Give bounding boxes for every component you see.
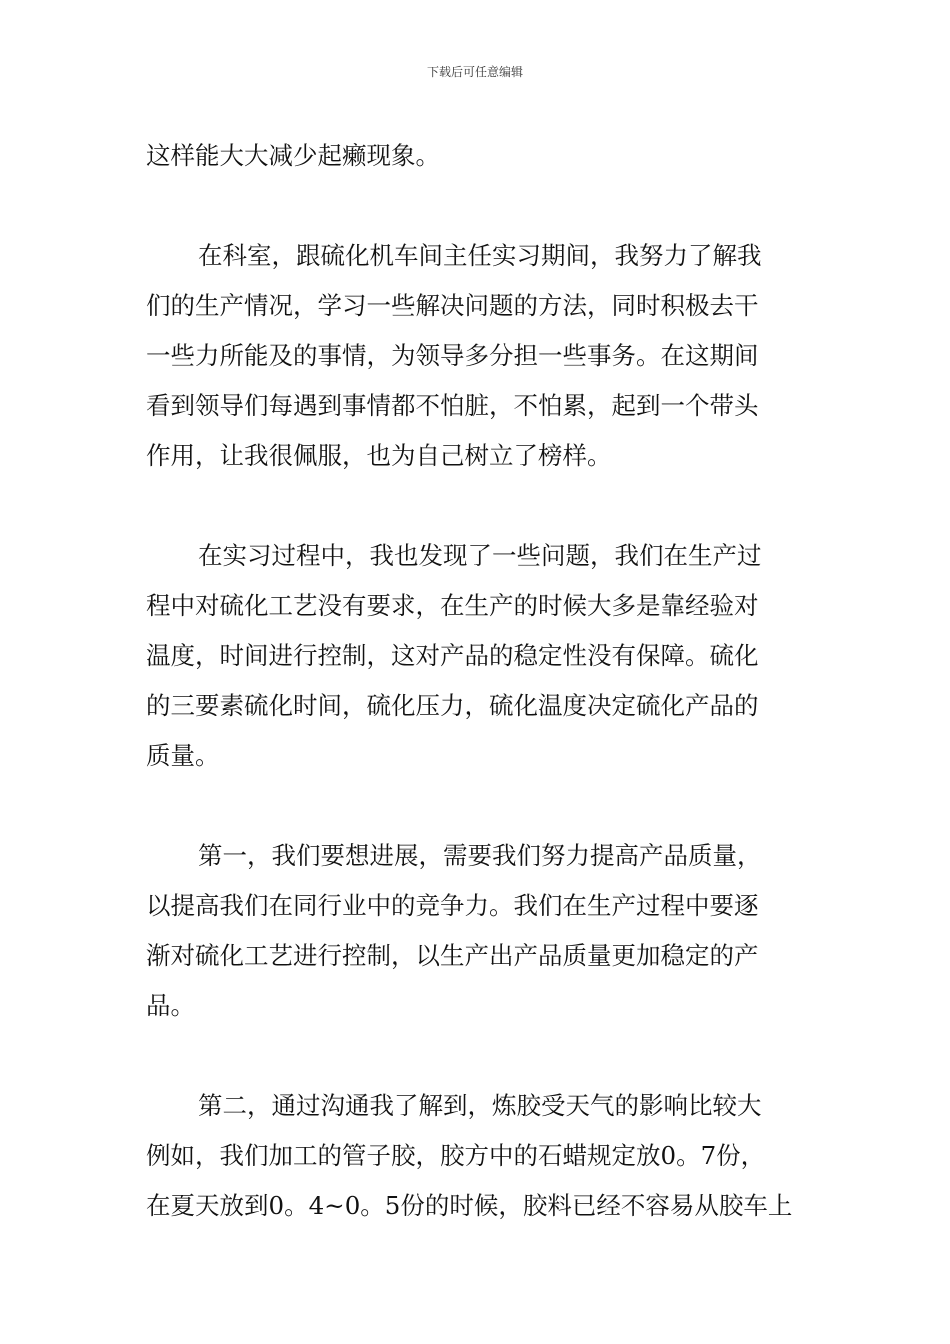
page-header: 下载后可任意编辑 bbox=[426, 65, 523, 79]
paragraph-line: 在科室，跟硫化机车间主任实习期间，我努力了解我 bbox=[198, 241, 762, 270]
paragraph-3 bbox=[146, 531, 811, 781]
document-body bbox=[146, 131, 811, 1231]
paragraph-line: 程中对硫化工艺没有要求，在生产的时候大多是靠经验对 bbox=[146, 591, 759, 620]
paragraph-line: 例如，我们加工的管子胶，胶方中的石蜡规定放0。7份， bbox=[146, 1141, 766, 1170]
paragraph-line: 作用，让我很佩服，也为自己树立了榜样。 bbox=[146, 441, 612, 470]
paragraph-line: 们的生产情况，学习一些解决问题的方法，同时积极去干 bbox=[146, 291, 759, 320]
paragraph-1 bbox=[146, 131, 811, 181]
paragraph-line: 以提高我们在同行业中的竞争力。我们在生产过程中要逐 bbox=[146, 891, 759, 920]
paragraph-line: 这样能大大减少起癞现象。 bbox=[146, 141, 440, 170]
paragraph-line: 质量。 bbox=[146, 741, 220, 770]
paragraph-line: 的三要素硫化时间，硫化压力，硫化温度决定硫化产品的 bbox=[146, 691, 759, 720]
paragraph-line: 第二，通过沟通我了解到，炼胶受天气的影响比较大 bbox=[198, 1091, 762, 1120]
paragraph-line: 温度，时间进行控制，这对产品的稳定性没有保障。硫化 bbox=[146, 641, 759, 670]
paragraph-line: 在实习过程中，我也发现了一些问题，我们在生产过 bbox=[198, 541, 762, 570]
paragraph-line: 看到领导们每遇到事情都不怕脏，不怕累，起到一个带头 bbox=[146, 391, 759, 420]
paragraph-line: 第一，我们要想进展，需要我们努力提高产品质量， bbox=[198, 841, 762, 870]
paragraph-5 bbox=[146, 1081, 811, 1231]
paragraph-line: 品。 bbox=[146, 991, 195, 1020]
paragraph-line: 渐对硫化工艺进行控制，以生产出产品质量更加稳定的产 bbox=[146, 941, 759, 970]
paragraph-line: 在夏天放到0。4~0。5份的时候，胶料已经不容易从胶车上 bbox=[146, 1191, 793, 1220]
paragraph-4 bbox=[146, 831, 811, 1031]
paragraph-2 bbox=[146, 231, 811, 481]
paragraph-line: 一些力所能及的事情，为领导多分担一些事务。在这期间 bbox=[146, 341, 759, 370]
